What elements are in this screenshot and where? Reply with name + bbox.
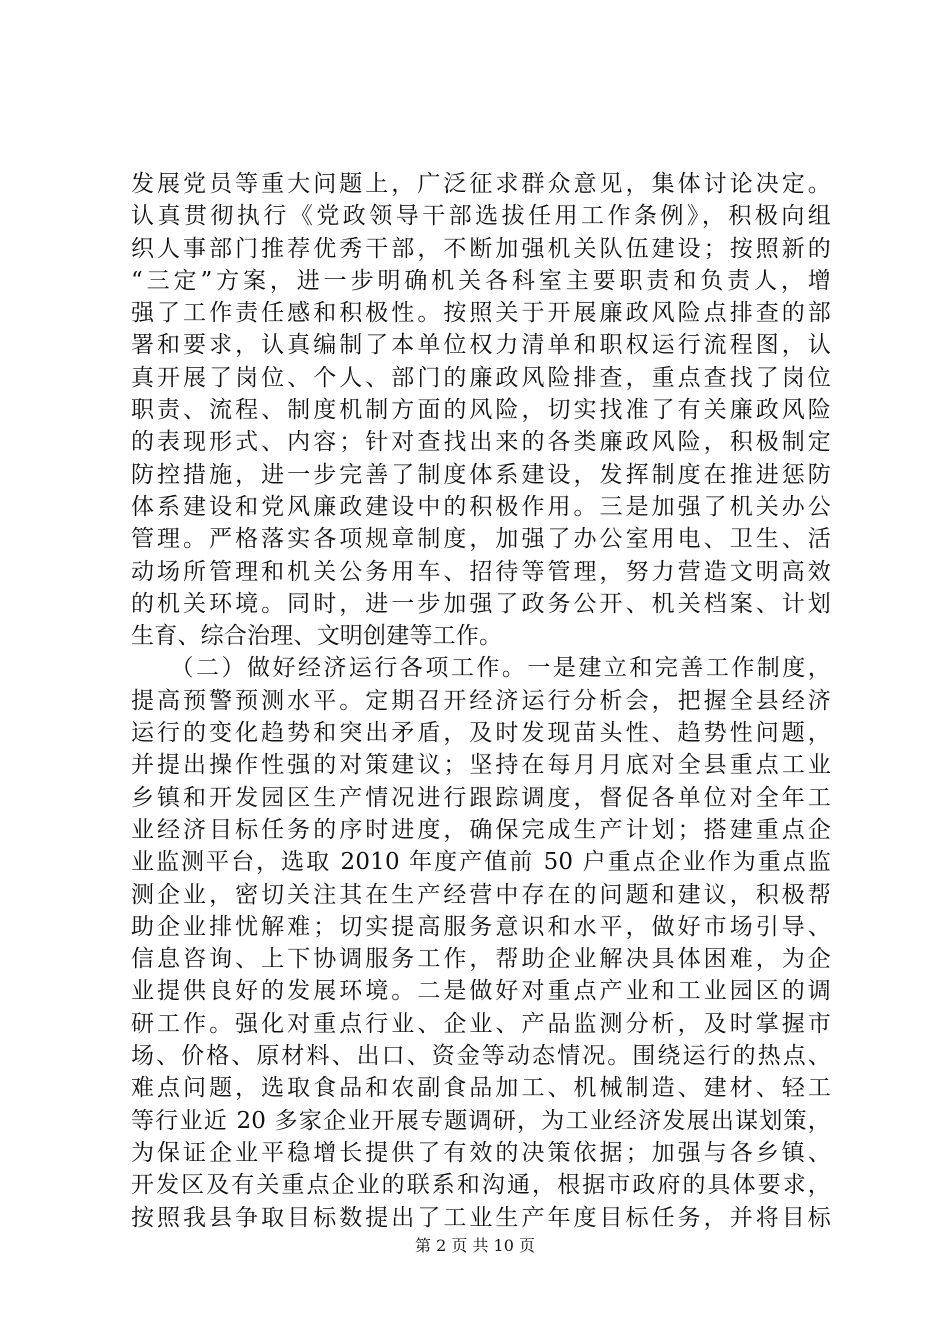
- text-line: 体系建设和党风廉政建设中的积极作用。三是加强了机关办公: [131, 493, 831, 520]
- text-line: 认真贯彻执行《党政领导干部选拔任用工作条例》，积极向组: [131, 203, 831, 230]
- text-line: 信息咨询、上下协调服务工作，帮助企业解决具体困难，为企: [131, 946, 831, 973]
- text-line: “三定”方案，进一步明确机关各科室主要职责和负责人，增: [131, 267, 831, 294]
- text-line: 开发区及有关重点企业的联系和沟通，根据市政府的具体要求，: [131, 1172, 831, 1199]
- text-line: 测企业，密切关注其在生产经营中存在的问题和建议，积极帮: [131, 881, 831, 908]
- text-line: 为保证企业平稳增长提供了有效的决策依据；加强与各乡镇、: [131, 1139, 831, 1166]
- text-line: 助企业排忧解难；切实提高服务意识和水平，做好市场引导、: [131, 913, 831, 940]
- text-line: 业监测平台，选取 2010 年度产值前 50 户重点企业作为重点监: [131, 849, 831, 876]
- text-line: 生育、综合治理、文明创建等工作。: [131, 623, 503, 650]
- text-line: 管理。严格落实各项规章制度，加强了办公室用电、卫生、活: [131, 526, 831, 553]
- text-line: 发展党员等重大问题上，广泛征求群众意见，集体讨论决定。: [131, 171, 831, 197]
- text-line: 难点问题，选取食品和农副食品加工、机械制造、建材、轻工: [131, 1075, 831, 1102]
- page-number-footer: 第 2 页 共 10 页: [415, 1236, 535, 1255]
- text-line: 防控措施，进一步完善了制度体系建设，发挥制度在推进惩防: [131, 461, 831, 488]
- text-line: 按照我县争取目标数提出了工业生产年度目标任务，并将目标: [131, 1204, 831, 1231]
- text-line: 业提供良好的发展环境。二是做好对重点产业和工业园区的调: [131, 978, 831, 1005]
- text-line: 等行业近 20 多家企业开展专题调研，为工业经济发展出谋划策，: [131, 1107, 831, 1134]
- text-line: 真开展了岗位、个人、部门的廉政风险排查，重点查找了岗位: [131, 364, 831, 391]
- text-line: 运行的变化趋势和突出矛盾，及时发现苗头性、趋势性问题，: [131, 720, 831, 747]
- text-line: 的机关环境。同时，进一步加强了政务公开、机关档案、计划: [131, 590, 831, 617]
- text-line: 场、价格、原材料、出口、资金等动态情况。围绕运行的热点、: [131, 1043, 831, 1070]
- text-line: 的表现形式、内容；针对查找出来的各类廉政风险，积极制定: [131, 429, 831, 456]
- text-line: 业经济目标任务的序时进度，确保完成生产计划；搭建重点企: [131, 816, 831, 843]
- text-line: 研工作。强化对重点行业、企业、产品监测分析，及时掌握市: [131, 1010, 831, 1037]
- text-line: 职责、流程、制度机制方面的风险，切实找准了有关廉政风险: [131, 397, 831, 424]
- text-line: 并提出操作性强的对策建议；坚持在每月月底对全县重点工业: [131, 752, 831, 779]
- body-text: [131, 168, 831, 1234]
- text-line: 提高预警预测水平。定期召开经济运行分析会，把握全县经济: [131, 687, 831, 714]
- text-line: 署和要求，认真编制了本单位权力清单和职权运行流程图，认: [131, 332, 831, 359]
- text-line: （二）做好经济运行各项工作。一是建立和完善工作制度，: [131, 655, 831, 682]
- text-line: 乡镇和开发园区生产情况进行跟踪调度，督促各单位对全年工: [131, 784, 831, 811]
- text-line: 强了工作责任感和积极性。按照关于开展廉政风险点排查的部: [131, 300, 831, 327]
- text-line: 织人事部门推荐优秀干部，不断加强机关队伍建设；按照新的: [131, 235, 831, 262]
- text-line: 动场所管理和机关公务用车、招待等管理，努力营造文明高效: [131, 558, 831, 585]
